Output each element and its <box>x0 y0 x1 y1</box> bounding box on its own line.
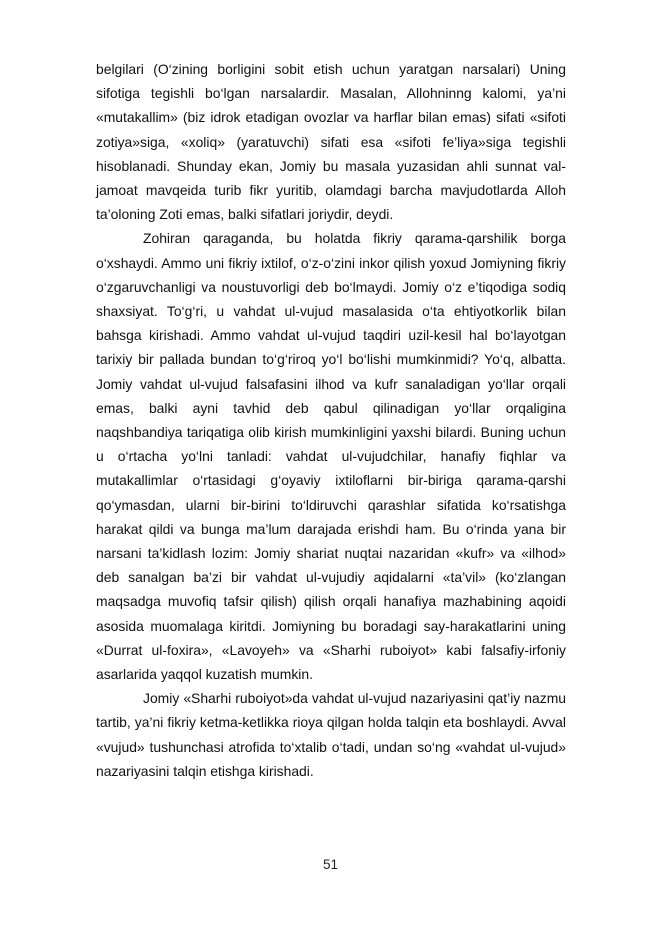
page-number: 51 <box>322 857 339 872</box>
document-page <box>96 57 566 783</box>
paragraph-jomiy-sharhi: Jomiy «Sharhi ruboiyot»da vahdat ul-vujud nazariyasini qat’iy nazmu tartib, ya’ni fikriy ketma-ketlikka rioya qilgan holda talqin eta boshlaydi. Avval «vujud» tushunchasi atrofida to‘xtalib o‘tadi, undan so‘ng «vahdat ul-vujud» nazariyasini talqin etishga kirishadi. <box>96 690 566 779</box>
paragraph-zohiran: Zohiran qaraganda, bu holatda fikriy qarama-qarshilik borga o‘xshaydi. Ammo uni fikriy ixtilof, o‘z-o‘zini inkor qilish yoxud Jomiyning fikriy o‘zgaruvchanligi va noustuvorligi deb bo‘lmaydi. Jomiy o‘z e’tiqodiga sodiq shaxsiyat. To‘g‘ri, u vahdat ul-vujud masalasida o‘ta ehtiyotkorlik bilan bahsga kirishadi. Ammo vahdat ul-vujud taqdiri uzil-kesil hal bo‘layotgan tarixiy bir pallada bundan to‘g‘riroq yo‘l bo‘lishi mumkinmidi? Yo‘q, albatta. Jomiy vahdat ul-vujud falsafasini ilhod va kufr sanaladigan yo‘llar orqali emas, balki ayni tavhid deb qabul qilinadigan yo‘llar orqaligina naqshbandiya tariqatiga olib kirish mumkinligini yaxshi bilardi. Buning uchun u o‘rtacha yo‘lni tanladi: vahdat ul-vujudchilar, hanafiy fiqhlar va mutakallimlar o‘rtasidagi g‘oyaviy ixtiloflarni bir-biriga qarama-qarshi qo‘ymasdan, ularni bir-birini to‘ldiruvchi qarashlar sifatida ko‘rsatishga harakat qildi va bunga ma’lum darajada erishdi ham. Bu o‘rinda yana bir narsani ta’kidlash lozim: Jomiy shariat nuqtai nazaridan «kufr» va «ilhod» deb sanalgan ba’zi bir vahdat ul-vujudiy aqidalarni «ta’vil» (ko‘zlangan maqsadga muvofiq tafsir qilish) qilish orqali hanafiya mazhabining aqoidi asosida muomalaga kiritdi. Jomiyning bu boradagi say-harakatlarini uning «Durrat ul-foxira», «Lavoyeh» va «Sharhi ruboiyot» kabi falsafiy-irfoniy asarlarida yaqqol kuzatish mumkin. <box>96 230 566 683</box>
paragraph-continuation: belgilari (O‘zining borligini sobit etish uchun yaratgan narsalari) Uning sifotiga tegishli bo‘lgan narsalardir. Masalan, Allohninng kalomi, ya’ni «mutakallim» (biz idrok etadigan ovozlar va harflar bilan emas) sifati «sifoti zotiya»siga, «xoliq» (yaratuvchi) sifati esa «sifoti fe’liya»siga tegishli hisoblanadi. Shunday ekan, Jomiy bu masala yuzasidan ahli sunnat val-jamoat mavqeida turib fikr yuritib, olamdagi barcha mavjudotlarda Alloh ta’oloning Zoti emas, balki sifatlari joriydir, deydi. <box>96 61 566 223</box>
